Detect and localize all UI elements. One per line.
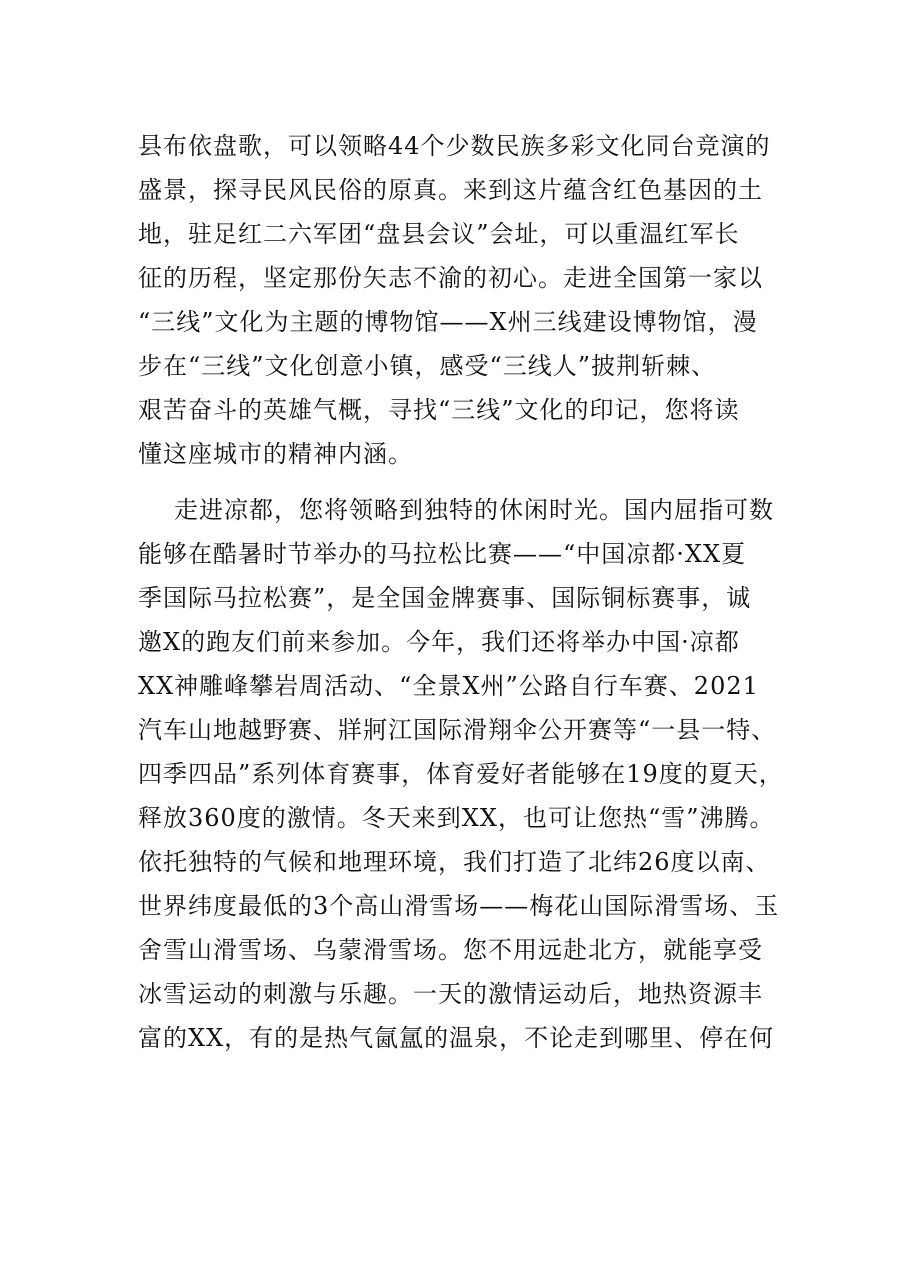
text-line: 征的历程，坚定那份矢志不渝的初心。走进全国第一家以: [138, 264, 763, 292]
text-line: 盛景，探寻民风民俗的原真。来到这片蕴含红色基因的土: [138, 176, 763, 204]
paragraph-spacer: [138, 476, 778, 488]
paragraph-2: [138, 488, 784, 1060]
text-line: “三线”文化为主题的博物馆——X州三线建设博物馆，漫: [138, 308, 758, 336]
body-text: [138, 124, 784, 1060]
text-line: 地，驻足红二六军团“盘县会议”会址，可以重温红军长: [138, 220, 740, 248]
text-line: 世界纬度最低的3个高山滑雪场——梅花山国际滑雪场、玉: [138, 892, 780, 920]
text-line: 舍雪山滑雪场、乌蒙滑雪场。您不用远赴北方，就能享受: [138, 936, 763, 964]
text-line: 艰苦奋斗的英雄气概，寻找“三线”文化的印记，您将读: [138, 396, 740, 424]
text-line: XX神雕峰攀岩周活动、“全景X州”公路自行车赛、2021: [138, 672, 759, 700]
text-line: 步在“三线”文化创意小镇，感受“三线人”披荆斩棘、: [138, 352, 717, 380]
text-line: 四季四品”系列体育赛事，体育爱好者能够在19度的夏天，: [138, 760, 784, 788]
paragraph-1: [138, 124, 778, 476]
text-line: 能够在酷暑时节举办的马拉松比赛——“中国凉都·XX夏: [138, 540, 747, 568]
text-line: 懂这座城市的精神内涵。: [138, 440, 413, 468]
text-line: 富的XX，有的是热气氤氲的温泉，不论走到哪里、停在何: [138, 1024, 775, 1052]
text-line: 汽车山地越野赛、牂牁江国际滑翔伞公开赛等“一县一特、: [138, 716, 777, 744]
text-line: 季国际马拉松赛”，是全国金牌赛事、国际铜标赛事，诚: [138, 584, 752, 612]
text-line: 邀X的跑友们前来参加。今年，我们还将举办中国·凉都: [138, 628, 740, 656]
text-line: 冰雪运动的刺激与乐趣。一天的激情运动后，地热资源丰: [138, 980, 763, 1008]
text-line: 县布依盘歌，可以领略44个少数民族多彩文化同台竞演的: [138, 132, 771, 160]
text-line: 释放360度的激情。冬天来到XX，也可让您热“雪”沸腾。: [138, 804, 775, 832]
text-line: 依托独特的气候和地理环境，我们打造了北纬26度以南、: [138, 848, 771, 876]
text-line-first: 走进凉都，您将领略到独特的休闲时光。国内屈指可数: [174, 496, 774, 524]
